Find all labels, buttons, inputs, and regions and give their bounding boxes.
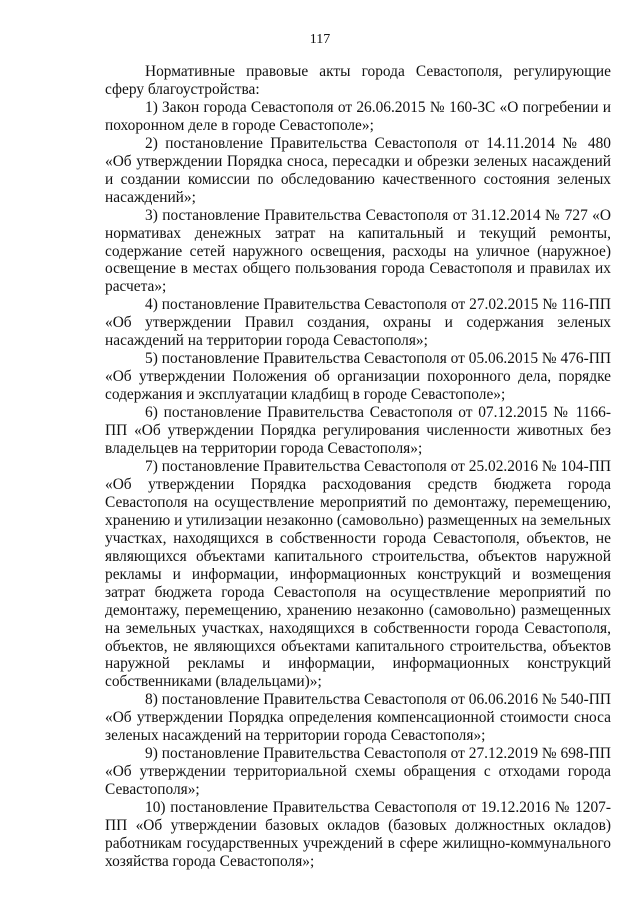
list-item: 5) постановление Правительства Севастополя от 05.06.2015 № 476-ПП «Об утверждении Положения об организации похоронного дела, порядке содержания и эксплуатации кладбищ в городе Севастополе»; — [105, 350, 611, 404]
list-item: 1) Закон города Севастополя от 26.06.2015 № 160-ЗС «О погребении и похоронном деле в городе Севастополе»; — [105, 98, 611, 134]
page-number: 117 — [309, 32, 331, 47]
list-item: 2) постановление Правительства Севастополя от 14.11.2014 № 480 «Об утверждении Порядка сноса, пересадки и обрезки зеленых насаждений и создании комиссии по обследованию качественного состояния зеленых насаждений»; — [105, 134, 611, 206]
document-body — [105, 63, 611, 871]
list-item: 8) постановление Правительства Севастополя от 06.06.2016 № 540-ПП «Об утверждении Порядка определения компенсационной стоимости сноса зеленых насаждений на территории города Севастополя»; — [105, 691, 611, 745]
list-item: 3) постановление Правительства Севастополя от 31.12.2014 № 727 «О нормативах денежных затрат на капитальный и текущий ремонты, содержание сетей наружного освещения, расходы на уличное (наружное) освещение в местах общего пользования города Севастополя и правилах их расчета»; — [105, 206, 611, 296]
list-item: 4) постановление Правительства Севастополя от 27.02.2015 № 116-ПП «Об утверждении Правил создания, охраны и содержания зеленых насаждений на территории города Севастополя»; — [105, 296, 611, 350]
list-item: 10) постановление Правительства Севастополя от 19.12.2016 № 1207-ПП «Об утверждении базовых окладов (базовых должностных окладов) работникам государственных учреждений в сфере жилищно-коммунального хозяйства города Севастополя»; — [105, 799, 611, 870]
list-item: 6) постановление Правительства Севастополя от 07.12.2015 № 1166-ПП «Об утверждении Порядка регулирования численности животных без владельцев на территории города Севастополя»; — [105, 404, 611, 458]
list-item: 7) постановление Правительства Севастополя от 25.02.2016 № 104-ПП «Об утверждении Порядка расходования средств бюджета города Севастополя на осуществление мероприятий по демонтажу, перемещению, хранению и утилизации незаконно (самовольно) размещенных на земельных участках, находящихся в собственности города Севастополя, объектов, не являющихся объектами капитального строительства, объектов наружной рекламы и информации, информационных конструкций и возмещения затрат бюджета города Севастополя на осуществление мероприятий по демонтажу, перемещению, хранению незаконно (самовольно) размещенных на земельных участках, находящихся в собственности города Севастополя, объектов, не являющихся объектами капитального строительства, объектов наружной рекламы и информации, информационных конструкций собственниками (владельцами)»; — [105, 457, 611, 691]
intro-paragraph: Нормативные правовые акты города Севастополя, регулирующие сферу благоустройства: — [105, 63, 611, 98]
list-item: 9) постановление Правительства Севастополя от 27.12.2019 № 698-ПП «Об утверждении территориальной схемы обращения с отходами города Севастополя»; — [105, 745, 611, 799]
